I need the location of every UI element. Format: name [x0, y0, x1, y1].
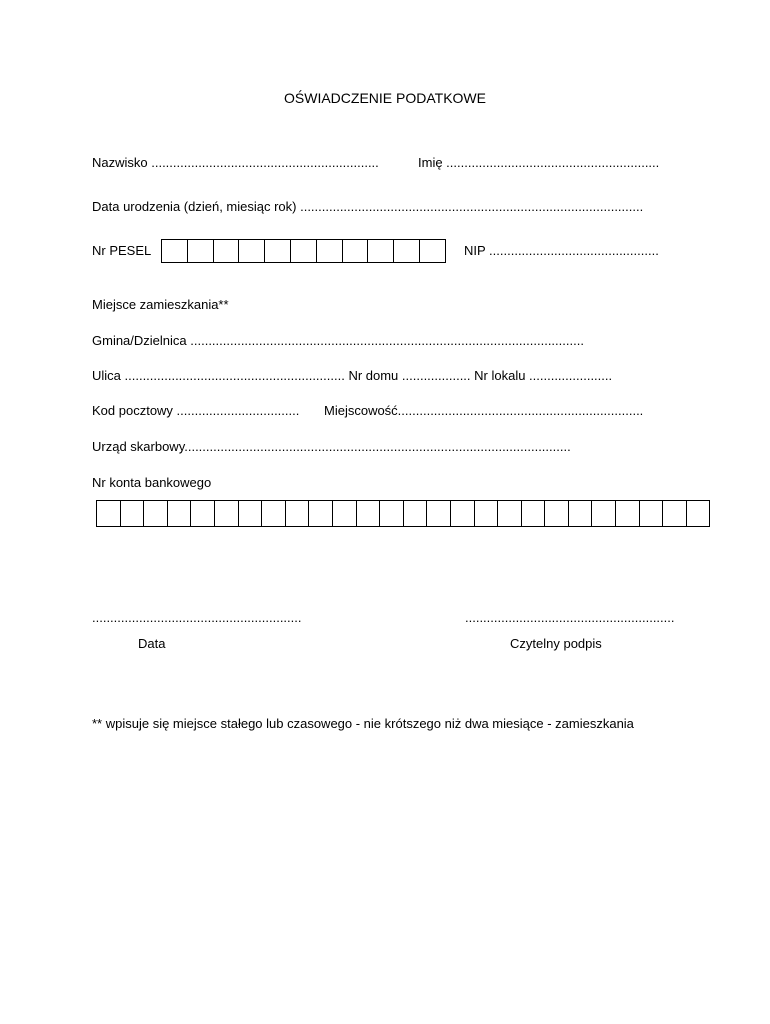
- residence-heading: Miejsce zamieszkania**: [92, 297, 229, 312]
- bank-digit-box[interactable]: [121, 500, 145, 527]
- bank-digit-box[interactable]: [687, 500, 711, 527]
- date-label: Data: [138, 636, 166, 651]
- bank-digit-box[interactable]: [215, 500, 239, 527]
- pesel-digit-box[interactable]: [368, 239, 394, 263]
- pesel-digit-box[interactable]: [265, 239, 291, 263]
- first-name-field[interactable]: Imię ...........................................................: [418, 155, 660, 170]
- bank-digit-box[interactable]: [663, 500, 687, 527]
- bank-account-input-boxes[interactable]: [96, 500, 710, 527]
- pesel-digit-box[interactable]: [214, 239, 240, 263]
- date-signature-line[interactable]: ..........................................................: [92, 610, 302, 625]
- pesel-digit-box[interactable]: [239, 239, 265, 263]
- bank-digit-box[interactable]: [239, 500, 263, 527]
- bank-digit-box[interactable]: [262, 500, 286, 527]
- birth-date-field[interactable]: Data urodzenia (dzień, miesiąc rok) ...............................................................................................: [92, 199, 644, 214]
- bank-digit-box[interactable]: [357, 500, 381, 527]
- pesel-input-boxes[interactable]: [161, 239, 446, 263]
- signature-label: Czytelny podpis: [510, 636, 602, 651]
- pesel-digit-box[interactable]: [162, 239, 188, 263]
- pesel-digit-box[interactable]: [291, 239, 317, 263]
- bank-digit-box[interactable]: [545, 500, 569, 527]
- bank-digit-box[interactable]: [97, 500, 121, 527]
- street-field[interactable]: Ulica ............................................................. Nr domu ................... Nr lokalu .......................: [92, 368, 613, 383]
- signature-line[interactable]: ..........................................................: [465, 610, 675, 625]
- pesel-digit-box[interactable]: [188, 239, 214, 263]
- pesel-label: Nr PESEL: [92, 243, 152, 258]
- bank-digit-box[interactable]: [475, 500, 499, 527]
- city-field[interactable]: Miejscowość....................................................................: [324, 403, 644, 418]
- bank-digit-box[interactable]: [309, 500, 333, 527]
- pesel-digit-box[interactable]: [420, 239, 446, 263]
- bank-digit-box[interactable]: [616, 500, 640, 527]
- pesel-digit-box[interactable]: [343, 239, 369, 263]
- page-title: OŚWIADCZENIE PODATKOWE: [284, 90, 486, 106]
- bank-digit-box[interactable]: [640, 500, 664, 527]
- bank-digit-box[interactable]: [592, 500, 616, 527]
- pesel-digit-box[interactable]: [394, 239, 420, 263]
- bank-digit-box[interactable]: [286, 500, 310, 527]
- bank-digit-box[interactable]: [498, 500, 522, 527]
- surname-field[interactable]: Nazwisko ...............................................................: [92, 155, 379, 170]
- footnote: ** wpisuje się miejsce stałego lub czasowego - nie krótszego niż dwa miesiące - zamieszkania: [92, 716, 634, 731]
- pesel-digit-box[interactable]: [317, 239, 343, 263]
- bank-digit-box[interactable]: [380, 500, 404, 527]
- nip-field[interactable]: NIP ...............................................: [464, 243, 659, 258]
- bank-account-label: Nr konta bankowego: [92, 475, 212, 490]
- postal-code-field[interactable]: Kod pocztowy ..................................: [92, 403, 300, 418]
- bank-digit-box[interactable]: [404, 500, 428, 527]
- bank-digit-box[interactable]: [191, 500, 215, 527]
- bank-digit-box[interactable]: [569, 500, 593, 527]
- commune-field[interactable]: Gmina/Dzielnica .............................................................................................................: [92, 333, 584, 348]
- bank-digit-box[interactable]: [333, 500, 357, 527]
- bank-digit-box[interactable]: [144, 500, 168, 527]
- bank-digit-box[interactable]: [168, 500, 192, 527]
- bank-digit-box[interactable]: [427, 500, 451, 527]
- tax-office-field[interactable]: Urząd skarbowy...........................................................................................................: [92, 439, 571, 454]
- bank-digit-box[interactable]: [522, 500, 546, 527]
- bank-digit-box[interactable]: [451, 500, 475, 527]
